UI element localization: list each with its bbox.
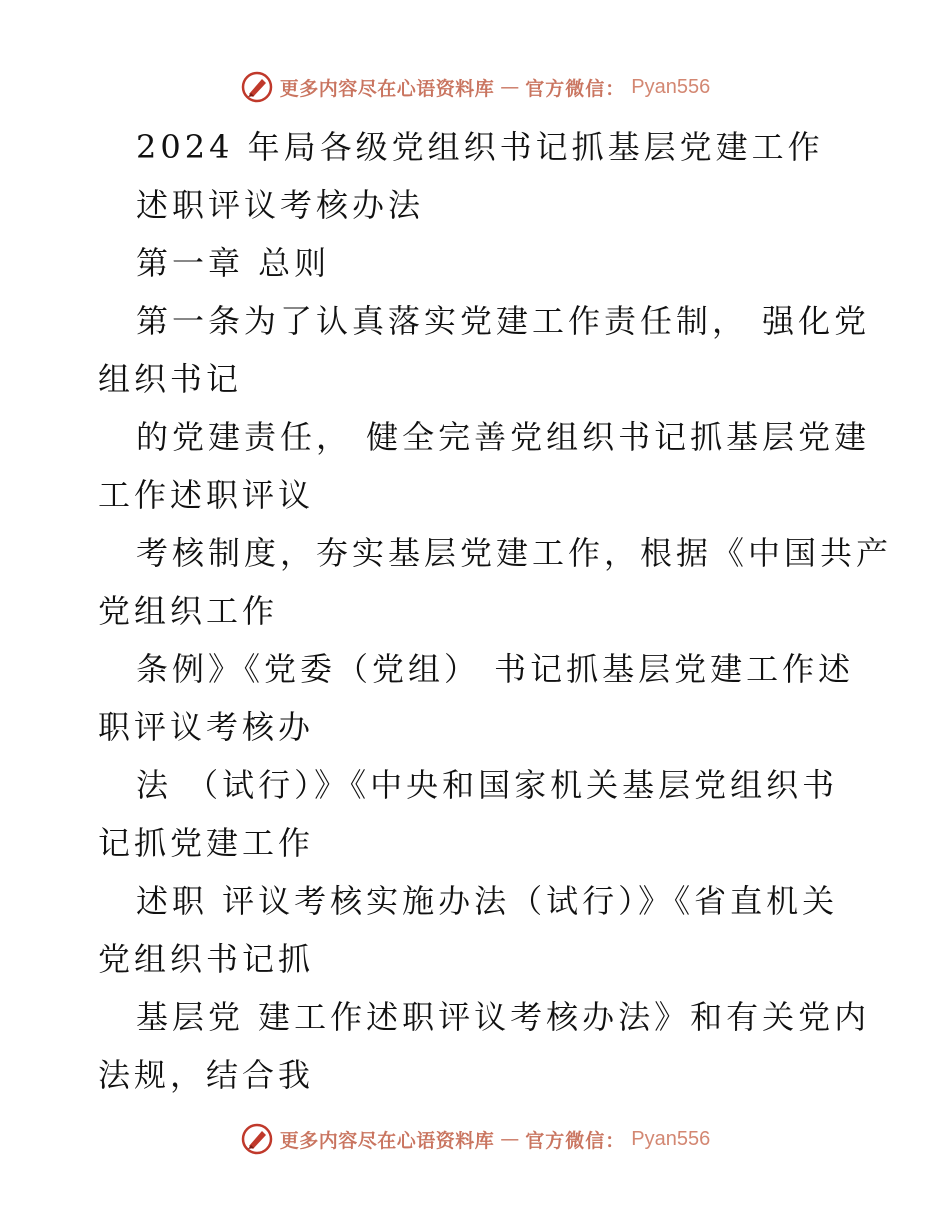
document-line: 条例》《党委（党组） 书记抓基层党建工作述 [136, 650, 855, 688]
document-line: 基层党 建工作述职评议考核办法》和有关党内 [136, 998, 871, 1036]
brand-logo-icon [240, 70, 274, 104]
document-line: 工作述职评议 [98, 476, 315, 514]
banner-separator: — [500, 76, 520, 98]
banner-wechat-label: 官方微信： [525, 77, 626, 100]
footer-watermark-banner [0, 1122, 950, 1156]
document-body [98, 118, 893, 1104]
document-line: 第一章 总则 [136, 244, 331, 282]
document-line: 考核制度，夯实基层党建工作，根据《中国共产 [136, 534, 893, 572]
document-line: 法规，结合我 [98, 1056, 315, 1094]
document-line: 职评议考核办 [98, 708, 315, 746]
banner-wechat-label: 官方微信： [525, 1129, 626, 1152]
banner-separator: — [500, 1128, 520, 1150]
document-line: 法 （试行）》《中央和国家机关基层党组织书 [136, 766, 839, 804]
header-watermark-banner [0, 70, 950, 104]
document-line: 的党建责任， 健全完善党组织书记抓基层党建 [136, 418, 871, 456]
document-line: 记抓党建工作 [98, 824, 315, 862]
banner-site-text: 更多内容尽在心语资料库 [279, 77, 495, 100]
brand-logo-icon [240, 1122, 274, 1156]
document-line: 述职 评议考核实施办法（试行）》《省直机关 [136, 882, 839, 920]
document-line: 组织书记 [98, 360, 243, 398]
banner-wechat-id: Pyan556 [631, 75, 711, 98]
banner-wechat-id: Pyan556 [631, 1127, 711, 1150]
banner-site-text: 更多内容尽在心语资料库 [279, 1129, 495, 1152]
document-line: 述职评议考核办法 [136, 186, 425, 224]
document-line: 第一条为了认真落实党建工作责任制， 强化党 [136, 302, 871, 340]
document-line: 党组织书记抓 [98, 940, 315, 978]
document-line: 2024 年局各级党组织书记抓基层党建工作 [136, 128, 824, 166]
document-line: 党组织工作 [98, 592, 279, 630]
